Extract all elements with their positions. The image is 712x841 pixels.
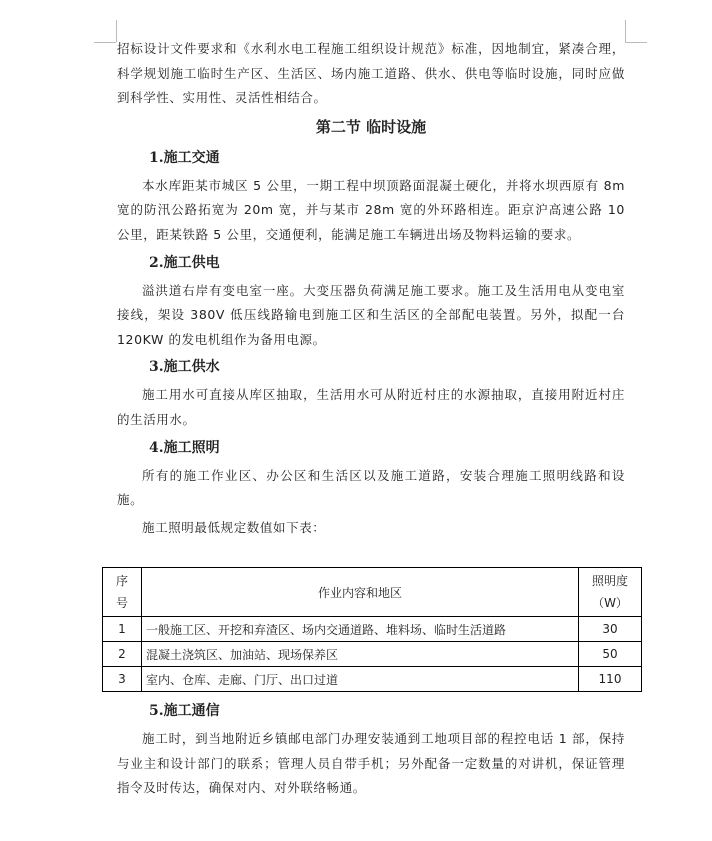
page-corner-mark — [94, 42, 116, 43]
header-lux-line2: （W） — [592, 596, 628, 610]
header-no-line2: 号 — [115, 596, 128, 610]
heading-traffic: 1.施工交通 — [149, 149, 220, 166]
row-area: 室内、仓库、走廊、门厅、出口过道 — [142, 667, 579, 692]
header-no-line1: 序 — [115, 574, 128, 588]
row-lux: 110 — [579, 667, 642, 692]
heading-water: 3.施工供水 — [149, 359, 220, 376]
row-no: 3 — [103, 667, 142, 692]
paragraph-traffic: 本水库距某市城区 5 公里，一期工程中坝顶路面混凝土硬化，并将水坝西原有 8m 宽的防汛公路拓宽为 20m 宽，并与某市 28m 宽的外环路相连。距京沪高速公路 10 公里，距某铁路 5 公里，交通便利，能满足施工车辆进出场及物料运输的要求。 — [117, 177, 625, 242]
heading-power: 2.施工供电 — [149, 254, 220, 271]
row-lux: 50 — [579, 642, 642, 667]
row-lux: 30 — [579, 617, 642, 642]
paragraph-water: 施工用水可直接从库区抽取，生活用水可从附近村庄的水源抽取，直接用附近村庄的生活用水。 — [117, 387, 625, 427]
table-row — [103, 667, 642, 692]
page-corner-mark — [625, 20, 626, 42]
header-area: 作业内容和地区 — [142, 568, 579, 617]
row-no: 1 — [103, 617, 142, 642]
intro-paragraph: 招标设计文件要求和《水利水电工程施工组织设计规范》标准，因地制宜，紧凑合理，科学规划施工临时生产区、生活区、场内施工道路、供水、供电等临时设施，同时应做到科学性、实用性、灵活性相结合。 — [117, 41, 625, 106]
lighting-table — [102, 567, 642, 692]
row-area: 混凝土浇筑区、加油站、现场保养区 — [142, 642, 579, 667]
table-intro: 施工照明最低规定数值如下表： — [142, 519, 326, 535]
header-lux — [579, 568, 642, 617]
row-no: 2 — [103, 642, 142, 667]
document-body — [117, 37, 625, 540]
heading-lighting: 4.施工照明 — [149, 439, 220, 456]
row-area: 一般施工区、开挖和弃渣区、场内交通道路、堆料场、临时生活道路 — [142, 617, 579, 642]
paragraph-lighting: 所有的施工作业区、办公区和生活区以及施工道路，安装合理施工照明线路和设施。 — [117, 467, 625, 508]
page-corner-mark — [625, 42, 647, 43]
table-row — [103, 642, 642, 667]
table-row — [103, 617, 642, 642]
heading-comms: 5.施工通信 — [149, 703, 220, 719]
header-no — [103, 568, 142, 617]
section-title: 第二节 临时设施 — [315, 117, 427, 136]
paragraph-comms: 施工时，到当地附近乡镇邮电部门办理安装通到工地项目部的程控电话 1 部，保持与业主和设计部门的联系；管理人员自带手机；另外配备一定数量的对讲机，保证管理指令及时传达，确保对内、对外联络畅通。 — [117, 731, 625, 796]
table-header-row — [103, 568, 642, 617]
header-lux-line1: 照明度 — [591, 574, 628, 588]
document-body-continued — [117, 696, 625, 801]
paragraph-power: 溢洪道右岸有变电室一座。大变压器负荷满足施工要求。施工及生活用电从变电室接线，架设 380V 低压线路输电到施工区和生活区的全部配电装置。另外，拟配一台 120KW 的发电机组作为备用电源。 — [117, 282, 625, 347]
